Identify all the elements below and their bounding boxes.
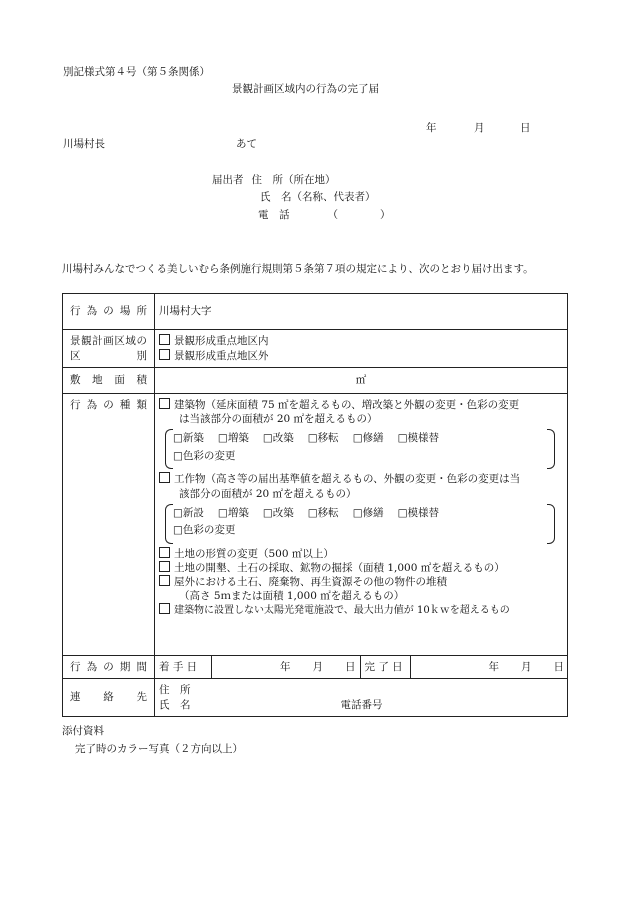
- period-label: 行為の期間: [63, 656, 155, 679]
- building-suboptions: [165, 429, 555, 469]
- building-sub-color[interactable]: □色彩の変更: [173, 449, 236, 462]
- addressee-ate: あて: [236, 138, 257, 150]
- applicant-address-label: 住 所（所在地）: [251, 174, 336, 186]
- building-line-1: 建築物（延床面積 75 ㎡を超えるもの、増改築と外観の変更・色彩の変更: [174, 399, 520, 411]
- date-day: 日: [520, 122, 531, 134]
- checkbox[interactable]: [159, 561, 170, 572]
- place-row: [63, 294, 568, 330]
- checkbox[interactable]: [159, 472, 170, 483]
- zone-label-line-1: 景観計画区域の: [70, 335, 147, 348]
- zone-row: [63, 330, 568, 368]
- building-sub-move[interactable]: □移転: [307, 432, 339, 445]
- type-options: [155, 394, 568, 656]
- zone-option-outside-label: 景観形成重点地区外: [174, 349, 269, 362]
- structure-sub-repair[interactable]: □修繕: [352, 506, 384, 519]
- start-day: 日: [345, 660, 356, 673]
- structure-sub-rebuild[interactable]: □改築: [262, 506, 294, 519]
- start-month: 月: [312, 660, 323, 673]
- zone-options: [155, 330, 568, 368]
- zone-option-inside-label: 景観形成重点地区内: [174, 335, 269, 348]
- contact-address[interactable]: 住 所: [159, 684, 191, 697]
- land-change-option[interactable]: [159, 547, 563, 561]
- period-cells: [155, 656, 568, 679]
- land-change-label: 土地の形質の変更（500 ㎡以上）: [174, 547, 334, 560]
- contact-label: 連絡先: [63, 679, 155, 717]
- structure-suboptions: [165, 504, 555, 544]
- contact-row: [63, 679, 568, 717]
- zone-label: [63, 330, 155, 368]
- form-number: 別記様式第４号（第５条関係）: [63, 66, 210, 78]
- checkbox[interactable]: [159, 334, 170, 345]
- date-month: 月: [474, 122, 485, 134]
- start-date[interactable]: [211, 656, 360, 678]
- applicant-phone-label: 電 話: [258, 209, 290, 221]
- zone-option-inside[interactable]: [159, 334, 563, 348]
- applicant-address-line: [212, 173, 336, 187]
- date-year: 年: [426, 122, 437, 134]
- end-year: 年: [488, 660, 499, 673]
- building-option[interactable]: [159, 398, 563, 412]
- place-value[interactable]: 川場村大字: [155, 294, 568, 330]
- structure-sub-new[interactable]: □新設: [173, 506, 204, 519]
- applicant-phone-line: [258, 208, 391, 222]
- checkbox[interactable]: [159, 349, 170, 360]
- building-sub-new[interactable]: □新築: [173, 432, 204, 445]
- land-dev-option[interactable]: [159, 561, 563, 575]
- application-table: [62, 293, 568, 717]
- end-date[interactable]: [410, 656, 568, 678]
- building-suboption-list: [173, 431, 545, 445]
- area-value[interactable]: [155, 368, 568, 394]
- structure-sub-move[interactable]: □移転: [307, 506, 339, 519]
- structure-line-1: 工作物（高さ等の届出基準値を超えるもの、外観の変更・色彩の変更は当: [174, 473, 521, 486]
- end-label: 完 了 日: [360, 656, 410, 678]
- applicant-phone-paren: （ ）: [327, 209, 391, 221]
- document-title: 景観計画区域内の行為の完了届: [232, 83, 379, 95]
- checkbox[interactable]: [159, 603, 170, 614]
- end-month: 月: [521, 660, 532, 673]
- date-line: [426, 121, 531, 135]
- applicant-name-label: 氏 名（名称、代表者）: [260, 191, 376, 203]
- checkbox[interactable]: [159, 398, 170, 409]
- zone-option-outside[interactable]: [159, 349, 563, 363]
- building-sub-remodel[interactable]: □模様替: [397, 432, 440, 445]
- start-year: 年: [280, 660, 291, 673]
- intro-text: 川場村みんなでつくる美しいむら条例施行規則第５条第７項の規定により、次のとおり届け出ます。: [62, 263, 534, 275]
- checkbox[interactable]: [159, 575, 170, 586]
- end-day: 日: [553, 660, 564, 673]
- outdoor-option[interactable]: [159, 575, 563, 589]
- structure-suboption-list: [173, 506, 545, 520]
- addressee: 川場村長: [63, 138, 105, 150]
- land-dev-label: 土地の開墾、土石の採取、鉱物の掘採（面積 1,000 ㎡を超えるもの）: [174, 561, 505, 574]
- attachments-label: 添付資料: [62, 725, 104, 737]
- structure-line-2: 該部分の面積が 20 ㎡を超えるもの）: [179, 487, 357, 500]
- attachments-item: 完了時のカラー写真（２方向以上）: [75, 743, 243, 755]
- start-label: 着 手 日: [155, 656, 211, 678]
- place-label: 行為の場所: [63, 294, 155, 330]
- structure-option[interactable]: [159, 472, 563, 486]
- solar-option[interactable]: [159, 603, 563, 618]
- zone-label-line-2: 区 別: [70, 349, 147, 362]
- structure-sub-color[interactable]: □色彩の変更: [173, 523, 236, 536]
- type-row: [63, 394, 568, 656]
- outdoor-line-2: （高さ 5ｍまたは面積 1,000 ㎡を超えるもの）: [179, 590, 405, 603]
- period-row: [63, 656, 568, 679]
- structure-sub-extend[interactable]: □増築: [217, 506, 249, 519]
- outdoor-line-1: 屋外における土石、廃棄物、再生資源その他の物件の堆積: [174, 576, 447, 589]
- building-sub-rebuild[interactable]: □改築: [262, 432, 294, 445]
- contact-name[interactable]: 氏 名: [159, 698, 191, 711]
- building-line-2: は当該部分の面積が 20 ㎡を超えるもの）: [179, 413, 378, 426]
- type-label: 行為の種類: [63, 394, 155, 656]
- applicant-label: 届出者: [212, 174, 244, 186]
- contact-name-line: [159, 698, 563, 712]
- area-label: 敷地面積: [63, 368, 155, 394]
- contact-fields: [155, 679, 568, 717]
- period-subtable: [155, 656, 568, 678]
- solar-label: 建築物に設置しない太陽光発電施設で、最大出力値が 10ｋｗを超えるもの: [174, 605, 510, 617]
- building-sub-repair[interactable]: □修繕: [352, 432, 384, 445]
- area-unit: ㎡: [355, 374, 367, 387]
- checkbox[interactable]: [159, 547, 170, 558]
- building-sub-extend[interactable]: □増築: [217, 432, 249, 445]
- contact-phone[interactable]: 電話番号: [340, 698, 383, 711]
- structure-sub-remodel[interactable]: □模様替: [397, 506, 440, 519]
- area-row: [63, 368, 568, 394]
